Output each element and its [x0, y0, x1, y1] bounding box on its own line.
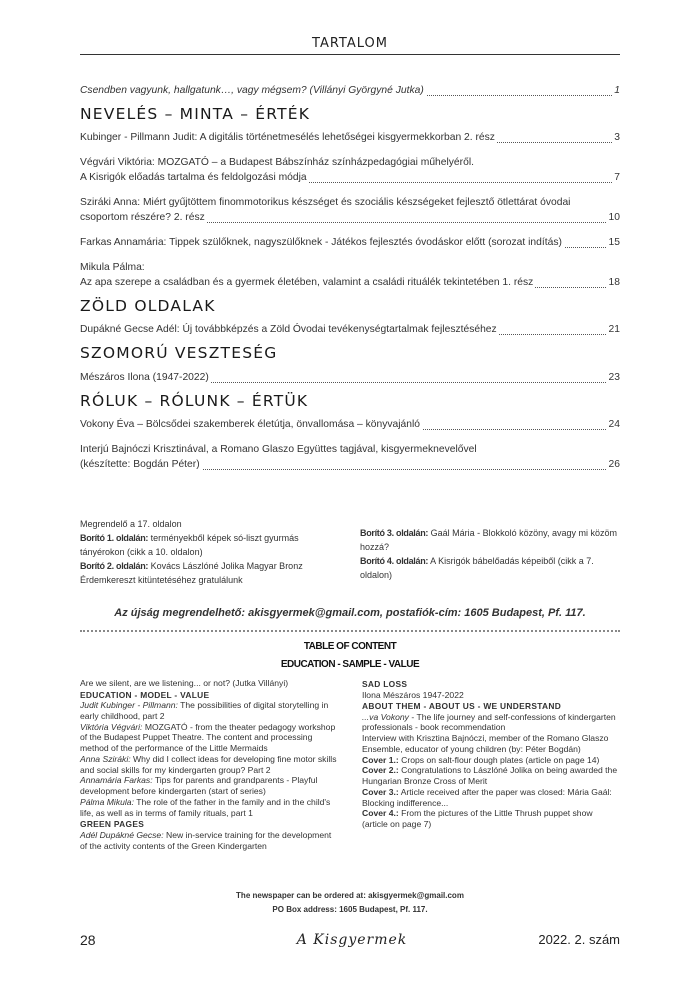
- section-title: ZÖLD OLDALAK: [80, 296, 216, 315]
- cover-note: Borító 1. oldalán: terményekből képek só-liszt gyurmás tányérokon (cikk a 10. oldalon): [80, 532, 299, 557]
- en-cover: Cover 4.: From the pictures of the Little Thrush puppet show (article on page 7): [362, 808, 593, 830]
- order-contact: Az újság megrendelhető: akisgyermek@gmail.com, postafiók-cím: 1605 Budapest, Pf. 117.: [114, 607, 586, 619]
- section-title: RÓLUK – RÓLUNK – ÉRTÜK: [80, 391, 309, 410]
- issue-label: 2022. 2. szám: [538, 932, 620, 947]
- en-item: ...va Vokony - The life journey and self-confessions of kindergarten professionals - book recommendation: [362, 711, 616, 733]
- section-title: SZOMORÚ VESZTESÉG: [80, 344, 278, 363]
- en-item: Viktória Végvári: MOZGATÓ - from the theater pedagogy workshop of the Budapest Puppet Theatre. The content and processing method of the performance of the Little Mermaids: [80, 721, 336, 754]
- en-subtitle: EDUCATION - SAMPLE - VALUE: [280, 659, 420, 670]
- en-item: Pálma Mikula: The role of the father in the family and in the child's life, as well as in terms of family rituals, part 1: [80, 796, 331, 818]
- order-info-en: The newspaper can be ordered at: akisgyermek@gmail.com: [236, 891, 464, 900]
- toc-entry[interactable]: Mikula Pálma: Az apa szerepe a családban és a gyermek életében, valamint a családi rituálék tekintetében 1. rész 18: [80, 261, 620, 291]
- en-item: Interview with Krisztina Bajnóczi, member of the Romano Glaszo Ensemble, educator of young children (by: Péter Bogdán): [362, 733, 609, 754]
- journal-name: A Kisgyermek: [296, 932, 408, 948]
- en-cover: Cover 2.: Congratulations to Lászlóné Jolika on being awarded the Hungarian Bronze Cross of Merit: [362, 765, 618, 787]
- en-left-column: Are we silent, are we listening... or not? (Jutka Villányi) EDUCATION - MODEL - VALUE Judit Kubinger - Pillmann: The possibilities of digital storytelling in early childhood, part 2 Viktória Végvári: MOZGATÓ - from the theater pedagogy workshop of the Budapest Puppet Theatre. The content and processing method of the performance of the Little Mermaids Anna Sziráki: Why did I collect ideas for developing fine motor skills and social skills for my kindergarten group? Part 2 Annamária Farkas: Tips for parents and grandparents - Playful development before kindergarten (start of series) Pálma Mikula: The role of the father in the family and in the child's life, as well as in terms of family rituals, part 1 GREEN PAGES Adél Dupákné Gecse: New in-service training for the development of the activity contents of the Green Kindergarten: [80, 678, 337, 851]
- en-item: Adél Dupákné Gecse: New in-service training for the development of the activity contents of the Green Kindergarten: [80, 829, 332, 851]
- cover-note: Borító 2. oldalán: Kovács Lászlóné Jolika Magyar Bronz Érdemkereszt kitüntetéséhez gratulálunk: [80, 560, 303, 585]
- en-item: Anna Sziráki: Why did I collect ideas for developing fine motor skills and social skills for my kindergarten group? Part 2: [80, 753, 337, 775]
- en-cover: Cover 1.: Crops on salt-flour dough plates (article on page 14): [362, 754, 600, 765]
- toc-entry[interactable]: Interjú Bajnóczi Krisztinával, a Romano Glaszo Együttes tagjával, kisgyermeknevelővel (készítette: Bogdán Péter) 26: [80, 443, 620, 473]
- header-rule: [80, 54, 620, 55]
- toc-entry[interactable]: Csendben vagyunk, hallgatunk…, vagy mégsem? (Villányi Györgyné Jutka) 1: [80, 84, 620, 99]
- order-note: Megrendelő a 17. oldalon: [80, 519, 182, 529]
- toc-entry[interactable]: Sziráki Anna: Miért gyűjtöttem finommotorikus készséget és szociális készségeket fejlesztő ötlettárat óvodai csoportom részére? 2. rész 10: [80, 196, 620, 226]
- toc-top: [80, 84, 620, 473]
- toc-entry[interactable]: Mészáros Ilona (1947-2022) 23: [80, 371, 620, 386]
- section-title: NEVELÉS – MINTA – ÉRTÉK: [80, 104, 311, 123]
- toc-entry[interactable]: Dupákné Gecse Adél: Új továbbképzés a Zöld Óvodai tevékenységtartalmak fejlesztéséhez 21: [80, 323, 620, 338]
- cover-note: Borító 4. oldalán: A Kisrigók bábelőadás képeiből (cikk a 7. oldalon): [360, 555, 594, 580]
- page-header-title: TARTALOM: [312, 36, 388, 51]
- en-cover: Cover 3.: Article received after the paper was closed: Mária Gaál: Blocking indifference...: [362, 786, 612, 808]
- en-title: TABLE OF CONTENT: [303, 641, 397, 652]
- cover-notes-right: [360, 527, 620, 583]
- dotted-separator: [80, 630, 620, 632]
- page-number: 28: [80, 932, 96, 948]
- en-item: Annamária Farkas: Tips for parents and grandparents - Playful development before kindergarten (start of series): [80, 775, 318, 797]
- toc-entry[interactable]: Végvári Viktória: MOZGATÓ – a Budapest Bábszínház színházpedagógiai műhelyéről. A Kisrigók előadás tartalma és feldolgozási módja 7: [80, 156, 620, 186]
- toc-entry[interactable]: Vokony Éva – Bölcsődei szakemberek életútja, önvallomása – könyvajánló 24: [80, 418, 620, 433]
- toc-entry[interactable]: Kubinger - Pillmann Judit: A digitális történetmesélés lehetőségei kisgyermekkorban 2. rész 3: [80, 131, 620, 146]
- po-box-en: PO Box address: 1605 Budapest, Pf. 117.: [272, 905, 428, 914]
- order-note-block: [80, 518, 340, 588]
- en-right-column: SAD LOSS Ilona Mészáros 1947-2022 ABOUT THEM - ABOUT US - WE UNDERSTAND ...va Vokony - The life journey and self-confessions of kindergarten professionals - book recommendation Interview with Krisztina Bajnóczi, member of the Romano Glaszo Ensemble, educator of young children (by: Péter Bogdán) Cover 1.: Crops on salt-flour dough plates (article on page 14) Cover 2.: Congratulations to Lászlóné Jolika on being awarded the Hungarian Bronze Cross of Merit Cover 3.: Article received after the paper was closed: Mária Gaál: Blocking indifference... Cover 4.: From the pictures of the Little Thrush puppet show (article on page 7): [362, 678, 620, 830]
- en-item: Judit Kubinger - Pillmann: The possibilities of digital storytelling in early childhood, part 2: [80, 700, 329, 721]
- cover-note: Borító 3. oldalán: Gaál Mária - Blokkoló közöny, avagy mi közöm hozzá?: [360, 528, 618, 552]
- toc-entry[interactable]: Farkas Annamária: Tippek szülőknek, nagyszülőknek - Játékos fejlesztés óvodáskor előtt (sorozat indítás) 15: [80, 236, 620, 251]
